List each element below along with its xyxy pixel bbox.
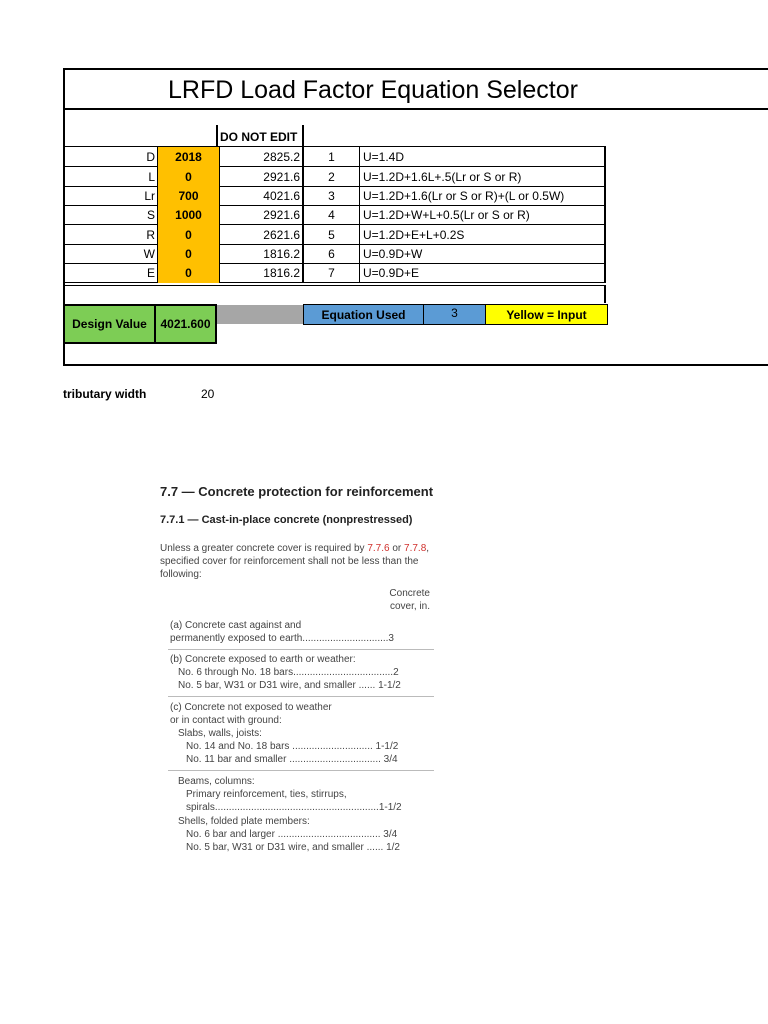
equation-used-label: Equation Used: [303, 304, 424, 325]
load-label: S: [63, 205, 158, 225]
excerpt-line: spirals...........................................................1-1/2: [186, 802, 402, 813]
load-input-cell[interactable]: 0: [158, 167, 220, 187]
excerpt-line: No. 14 and No. 18 bars ............................. 1-1/2: [186, 741, 399, 752]
equation-text: U=0.9D+E: [360, 263, 606, 283]
equation-text: U=1.2D+1.6(Lr or S or R)+(L or 0.5W): [360, 186, 606, 206]
excerpt-line: (b) Concrete exposed to earth or weather:: [170, 654, 356, 665]
table-row: [63, 225, 606, 245]
load-input-cell[interactable]: 0: [158, 225, 220, 245]
load-label: L: [63, 167, 158, 187]
equation-text: U=1.4D: [360, 147, 606, 167]
excerpt-line: (a) Concrete cast against and: [170, 620, 302, 631]
equation-number: 5: [304, 225, 360, 245]
excerpt-line: Shells, folded plate members:: [178, 816, 310, 827]
design-value: 4021.600: [156, 304, 217, 344]
tributary-width-label: tributary width: [63, 387, 147, 401]
load-label: D: [63, 147, 158, 167]
excerpt-line: No. 11 bar and smaller ................................. 3/4: [186, 754, 398, 765]
table-row: [63, 147, 606, 167]
load-input-cell[interactable]: 0: [158, 263, 220, 283]
load-combo-value: 2921.6: [220, 167, 304, 187]
load-combo-value: 2921.6: [220, 205, 304, 225]
equation-number: 3: [304, 186, 360, 206]
load-input-cell[interactable]: 700: [158, 186, 220, 206]
excerpt-line: No. 5 bar, W31 or D31 wire, and smaller ...... 1/2: [186, 842, 400, 853]
design-value-label: Design Value: [63, 304, 156, 344]
load-combo-value: 1816.2: [220, 244, 304, 264]
separator: [63, 285, 606, 286]
excerpt-paragraph: Unless a greater concrete cover is required by 7.7.6 or 7.7.8, specified cover for reinforcement shall not be less than the following:: [160, 543, 430, 580]
load-input-cell[interactable]: 0: [158, 244, 220, 264]
equation-number: 4: [304, 205, 360, 225]
legend-yellow-input: Yellow = Input: [486, 304, 608, 325]
load-input-cell[interactable]: 2018: [158, 147, 220, 167]
equation-text: U=1.2D+1.6L+.5(Lr or S or R): [360, 167, 606, 187]
gray-spacer: [217, 305, 303, 324]
excerpt-heading: 7.7 — Concrete protection for reinforcement: [160, 484, 434, 499]
equation-text: U=1.2D+W+L+0.5(Lr or S or R): [360, 205, 606, 225]
load-label: Lr: [63, 186, 158, 206]
excerpt-line: No. 6 bar and larger ..................................... 3/4: [186, 829, 398, 840]
load-label: W: [63, 244, 158, 264]
equation-text: U=1.2D+E+L+0.2S: [360, 225, 606, 245]
load-combo-value: 4021.6: [220, 186, 304, 206]
excerpt-line: Primary reinforcement, ties, stirrups,: [186, 789, 347, 800]
table-row: [63, 244, 606, 264]
excerpt-subheading: 7.7.1 — Cast-in-place concrete (nonprestressed): [160, 514, 413, 526]
table-row: [63, 167, 606, 187]
load-label: E: [63, 263, 158, 283]
excerpt-line: (c) Concrete not exposed to weather: [170, 702, 332, 713]
sheet-title-text: LRFD Load Factor Equation Selector: [168, 76, 578, 104]
tributary-width-value[interactable]: 20: [201, 387, 215, 401]
load-combo-value: 1816.2: [220, 263, 304, 283]
excerpt-line: No. 5 bar, W31 or D31 wire, and smaller ...... 1-1/2: [178, 680, 401, 691]
code-excerpt-image: [158, 478, 448, 863]
excerpt-line: permanently exposed to earth...............................3: [170, 633, 394, 644]
excerpt-line: Slabs, walls, joists:: [178, 728, 262, 739]
do-not-edit-header: DO NOT EDIT: [216, 125, 304, 147]
section-ref: 7.7.8: [404, 543, 427, 554]
excerpt-rule: [168, 770, 434, 771]
equation-number: 1: [304, 147, 360, 167]
load-combo-value: 2825.2: [220, 147, 304, 167]
excerpt-line: No. 6 through No. 18 bars....................................2: [178, 667, 399, 678]
load-input-cell[interactable]: 1000: [158, 205, 220, 225]
load-label: R: [63, 225, 158, 245]
excerpt-rule: [168, 696, 434, 697]
equation-number: 2: [304, 167, 360, 187]
equation-number: 7: [304, 263, 360, 283]
separator: [604, 285, 606, 303]
excerpt-line: or in contact with ground:: [170, 715, 282, 726]
table-row: [63, 205, 606, 225]
equation-used-value: 3: [424, 304, 486, 325]
excerpt-line: Beams, columns:: [178, 776, 255, 787]
section-ref: 7.7.6: [367, 543, 390, 554]
equation-text: U=0.9D+W: [360, 244, 606, 264]
sheet-title: [65, 70, 768, 110]
equation-number: 6: [304, 244, 360, 264]
excerpt-rule: [168, 649, 434, 650]
table-row: [63, 186, 606, 206]
table-row: [63, 263, 606, 283]
load-combo-value: 2621.6: [220, 225, 304, 245]
cover-header: Concrete cover, in.: [389, 588, 430, 612]
